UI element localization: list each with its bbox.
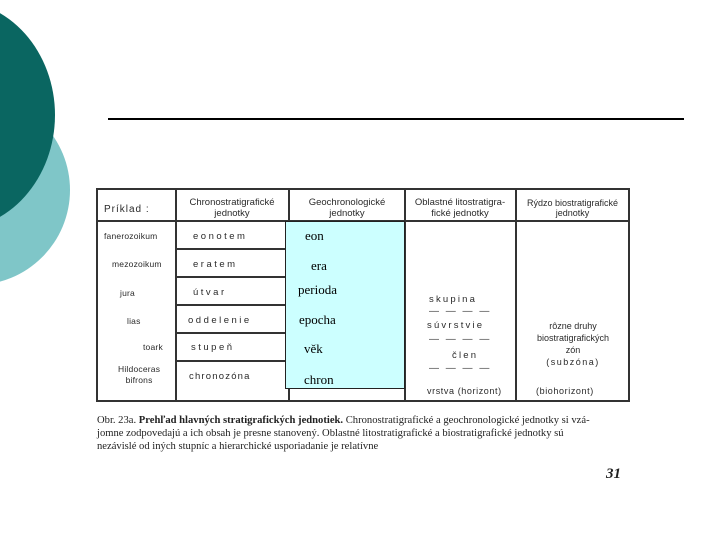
row-divider [175,332,289,334]
litho-group: skupina [429,294,478,305]
geo-epoch: epocha [299,312,336,327]
header-bio [517,198,628,219]
geo-age: věk [304,341,323,356]
row-divider [175,360,289,362]
col-divider-4 [515,188,517,402]
bio-line-3: zón [565,345,581,356]
row-divider [175,248,289,250]
table-left-border [96,188,98,402]
example-row-2: mezozoikum [112,259,162,269]
litho-dashes-1: — — — — [429,306,492,317]
example-row-4: lias [127,316,141,326]
geo-eon: eon [305,228,324,243]
example-row-3: jura [120,288,135,298]
example-row-1: fanerozoikum [104,231,158,241]
header-chrono [178,198,286,220]
example-row-5: toark [143,342,163,352]
row-divider [175,304,289,306]
bio-line-4: (subzóna) [546,357,600,368]
col-divider-1 [175,188,177,402]
bio-horizon: (biohorizont) [536,386,594,396]
geo-era: era [311,258,327,273]
caption-line-3: nezávislé od iných stupníc a hierarchické usporiadanie je relatívne [97,441,379,452]
caption-text-1: Chronostratigrafické a geochronologické jednotky si vzá- [343,415,590,426]
chrono-row-1: eonotem [193,231,248,242]
header-example: Príklad : [104,204,150,215]
litho-member: člen [452,350,479,361]
header-litho-line2: fické jednotky [431,207,489,219]
header-bio-line1: Rýdzo biostratigrafické [526,198,619,208]
title-underline [108,118,684,120]
chrono-row-6: chronozóna [189,371,251,382]
header-litho [406,198,514,220]
litho-formation: súvrstvie [427,320,485,331]
caption-title: Prehľad hlavných stratigrafických jednotiek. [138,415,344,426]
chrono-row-3: útvar [193,287,227,298]
example-row-6-line2: bifrons [125,374,153,385]
bio-zones [518,320,628,369]
chrono-row-2: eratem [193,259,238,270]
header-geo-line1: Geochronologické [308,197,386,208]
example-row-6 [118,364,160,385]
row-divider [175,276,289,278]
header-chrono-line2: jednotky [214,207,250,219]
example-row-6-line1: Hildoceras [118,364,161,374]
geo-chron: chron [304,372,334,387]
geo-period: perioda [298,282,337,297]
header-litho-line1: Oblastné litostratigra- [414,197,506,208]
litho-dashes-3: — — — — [429,363,492,374]
header-bio-line2: jednotky [555,208,590,219]
table-right-border [628,188,630,402]
bio-line-1: rôzne druhy [549,321,597,331]
bio-line-2: biostratigrafických [536,333,610,344]
caption-figure-label: Obr. 23a. [97,415,139,426]
litho-bed: vrstva (horizont) [427,386,502,396]
litho-dashes-2: — — — — [429,334,492,345]
header-chrono-line1: Chronostratigrafické [189,197,275,208]
header-geo [291,198,403,220]
chrono-row-4: oddelenie [188,315,252,326]
chrono-row-5: stupeň [191,342,235,353]
page-number: 31 [606,466,621,482]
caption-line-2: jomne zodpovedajú a ich obsah je presne stanovený. Oblastné litostratigrafické a biostratigrafické jednotky sú [97,428,564,439]
header-geo-line2: jednotky [329,207,365,219]
figure-caption [97,414,627,453]
geochronologic-overlay-box [285,221,405,389]
caption-line-1 [97,414,627,427]
